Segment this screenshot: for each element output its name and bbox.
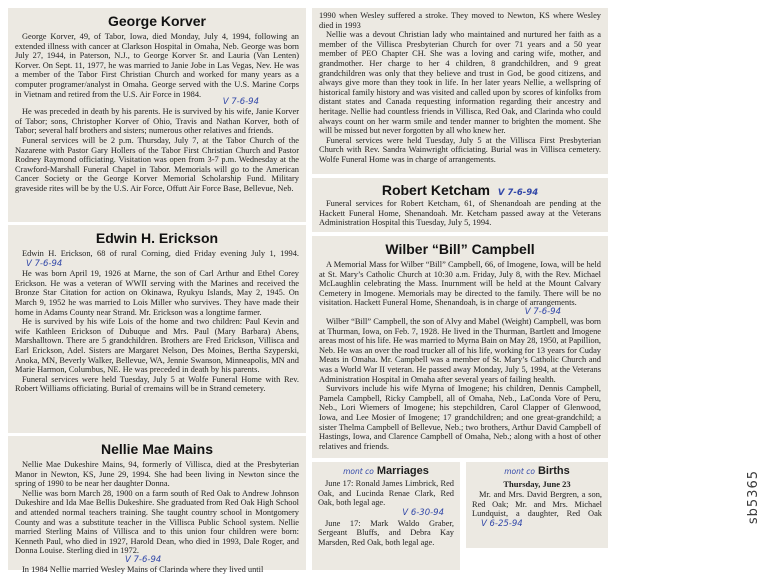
handwritten-county-tag: mont co xyxy=(343,467,374,476)
births-date: Thursday, June 23 xyxy=(503,479,571,489)
obituary-paragraph: He was preceded in death by his parents. He is survived by his wife, Janie Korver of Tabor; sons, Christopher Korver of Ohio, Travis and Nathan Korver, both of Tabor; several half brothers and sisters; numerous other relatives and friends. xyxy=(15,107,299,136)
obituary-text: Edwin H. Erickson, 68 of rural Corning, died Friday evening July 1, 1994. xyxy=(22,249,299,258)
announcement-paragraph: June 17: Ronald James Limbrick, Red Oak, and Lucinda Renae Clark, Red Oak, both legal age. xyxy=(318,479,454,508)
obituary-headline: George Korver xyxy=(107,13,207,29)
section-headline-text: Births xyxy=(537,465,570,477)
archive-stamp: sb5365 xyxy=(746,470,761,525)
announcement-paragraph: June 17: Mark Waldo Graber, Sergeant Bluffs, and Debra Kay Marsden, Red Oak, both legal age. xyxy=(318,518,454,547)
announcement-paragraph xyxy=(472,490,602,529)
obituary-paragraph xyxy=(15,249,299,269)
obituary-paragraph: Funeral services were held Tuesday, July 5 at the Villisca First Presbyterian Church with Rev. Sandra Wainwright officiating. Burial was in Villisca cemetery. Wolfe Funeral Home was in charge of arrangements. xyxy=(319,135,601,164)
handwritten-date-note: V 6-25-94 xyxy=(481,518,523,529)
clipping-nellie-mae-mains-continued xyxy=(312,8,608,174)
obituary-paragraph: Nellie was a devout Christian lady who maintained and nurtured her faith as a member of the Villisca Presbyterian Church for over 71 years and a 50 year member of PEO Chapter CH. She was a loving and caring wife, mother, and grandmother. Her charge to her 4 children, 8 grandchildren, and 9 great grandchildren was only that they believe and trust in God, be good citizens, and always give more than they took in life. In her later years Nellie, a wellspring of historical family history and was visited and called upon by scores of kinfolks from distant states and Canada requesting information regarding their ancestry and heritage. Nellie had countless friends in Villisca, Red Oak, and Clarinda who could always count on her warm smile and tender manner to brighten the moment. She will be missed but never forgotten by all who knew her. xyxy=(319,30,601,136)
handwritten-date-note: V 7-6-94 xyxy=(222,97,259,108)
clipping-edwin-erickson xyxy=(8,225,306,433)
obituary-paragraph: He was born April 19, 1926 at Marne, the son of Carl Arthur and Ethel Corey Erickson. He was a veteran of WWII serving with the Marines and received the Bronze Star Citation for action on Okinawa, Ryukyu Islands, May 2, 1945. On March 9, 1952 he was married to Lois Miller who survives. They have made their home in Adams County near Strand. Mr. Erickson was a longtime farmer. xyxy=(15,269,299,317)
obituary-paragraph: In 1984 Nellie married Wesley Mains of Clarinda where they lived until xyxy=(22,564,264,574)
obituary-paragraph: Survivors include his wife Myrna of Imogene; his children, Dennis Campbell, Pamela Campbell, Ricky Campbell, all of Omaha, Neb., LaConda Vore of Peru, Neb., Lori Wiemers of Imogene; his stepchildren, Carol Clapper of Glenwood, Iowa, and Lee Mosier of Imogene; 17 grandchildren; and one great-grandchild; a sister Thelma Campbell of Bellevue, Neb.; two brothers, Arthur David Campbell of Hastings, Iowa, and Clarence Campbell of Omaha, Neb.; along with a host of other relatives and friends. xyxy=(319,384,601,451)
clipping-george-korver xyxy=(8,8,306,222)
obituary-paragraph: He is survived by his wife Lois of the home and two children: Paul Kevin and wife Kathleen Erickson of Dubuque and Mrs. Paul (Mary Barbara) Abens, Marshalltown. There are 5 grandchildren. Brothers are Fred Erickson, Villisca and Earl Erickson, Adel. Sisters are Margaret Nelson, Des Moines, Bertha Szyperski, Anoka, MN, Beverly Walker, Bellevue, WA, Jennie Swanson, Minneapolis, MN and Marie Harmon, Columbus, NE. He was preceded in death by his parents. xyxy=(15,317,299,375)
obituary-headline xyxy=(319,182,601,198)
obituary-headline: Edwin H. Erickson xyxy=(95,230,219,246)
clipping-wilber-campbell xyxy=(312,236,608,458)
obituary-paragraph: Nellie was born March 28, 1900 on a farm south of Red Oak to Andrew Johnson Dukeshire and Ida Mae Bellis Dukeshire. She graduated from Red Oak High School and attended normal teachers training. She taught country school in Montgomery County and was a substitute teacher in the Villisca Public School system. Nellie married Sterling Mains of Villisca and to this union four children were born: Kenneth Paul, who died in 1927, Harold Dean, who died in 1993, Dale Roger, and Donna Louise. Sterling died in 1972. xyxy=(15,488,299,556)
section-headline xyxy=(472,465,602,477)
clipping-births xyxy=(466,462,608,548)
obituary-headline: Nellie Mae Mains xyxy=(100,441,214,457)
clipping-nellie-mae-mains xyxy=(8,436,306,574)
obituary-paragraph: George Korver, 49, of Tabor, Iowa, died Monday, July 4, 1994, following an extended illness with cancer at Clarkson Hospital in Omaha, Neb. George was born July 27, 1944, in Paterson, N.J., to George Korver Sr. and Lauria (Van Lenten) Korver. On Sept. 11, 1977, he was married to Janie Jobe in Las Vegas, Nev. He was a member of the Tabor First Christian Church and worked for many years as a computer programer/analyst in Omaha. George served with the U.S. Marine Corps in Vietnam and retired from the U.S. Air Force in 1984. xyxy=(15,32,299,99)
obituary-paragraph: Nellie Mae Dukeshire Mains, 94, formerly of Villisca, died at the Presbyterian Manor in Newton, KS, June 29, 1994. She had been living in Newton since the spring of 1990 to be near her daughter Donna. xyxy=(15,460,299,489)
obituary-paragraph: Wilber “Bill” Campbell, the son of Alvy and Mabel (Weight) Campbell, was born at Thurman, Iowa, on Feb. 7, 1928. He lived in the Thurman, Bartlett and Imogene areas most of his life. He was married to Myrna Bain on May 28, 1950, at Papillion, Neb. He was an over the road trucker all of his life, working for 13 years for Cuday Meats in Omaha. Mr. Campbell was a member of St. Mary’s Catholic Church and was a World War II veteran. He passed away Monday, July 5, 1994, at the Veterans Administration Hospital in Omaha after several years of failing health. xyxy=(319,316,601,384)
obituary-paragraph: Funeral services for Robert Ketcham, 61, of Shenandoah are pending at the Hackett Funeral Home, Shenandoah. Mr. Ketcham passed away at the Veterans Administration Hospital this Tuesday, July 5, 1994. xyxy=(319,199,601,228)
obituary-paragraph: A Memorial Mass for Wilber “Bill” Campbell, 66, of Imogene, Iowa, will be held at St. Mary’s Catholic Church at 10:30 a.m. Friday, July 8, with the Rev. Michael McLaughlin celebrating the Mass. Inurnment will be held at the Mount Calvary Cemetery in Imogene. Memorials may be directed to the family. There will be no visitation. Hackett Funeral Home, Shenandoah, is in charge of arrangements. xyxy=(319,260,601,308)
obituary-headline-text: Robert Ketcham xyxy=(381,182,490,198)
section-headline-text: Marriages xyxy=(376,465,429,477)
handwritten-date-note: V 6-30-94 xyxy=(402,507,444,518)
obituary-paragraph: Funeral services will be 2 p.m. Thursday, July 7, at the Tabor Church of the Nazarene with Pastor Gary Hollers of the Tabor First Christian Church and Pastor Rodney Raymond officiating. Visitation was open from 3-7 p.m. Wednesday at the Crawford-Marshall Funeral Chapel in Tabor. Memorials will go to the American Cancer Society or the George Korver Memorial Scholarship Fund. Military graveside rites will be by the U.S. Air Force, Offutt Air Force Base, Bellevue, Neb. xyxy=(15,135,299,193)
handwritten-date-note: V 7-6-94 xyxy=(26,258,63,269)
obituary-headline: Wilber “Bill” Campbell xyxy=(385,241,535,257)
handwritten-county-tag: mont co xyxy=(504,467,535,476)
clipping-marriages xyxy=(312,462,460,570)
handwritten-date-note: V 7-6-94 xyxy=(125,554,162,565)
clipping-robert-ketcham xyxy=(312,178,608,232)
announcement-text: Mr. and Mrs. David Bergren, a son, Red Oak; Mr. and Mrs. Michael Lundquist, a daughter, Red Oak xyxy=(472,490,602,519)
section-headline xyxy=(318,465,454,477)
handwritten-date-note: V 7-6-94 xyxy=(497,188,539,198)
handwritten-date-note: V 7-6-94 xyxy=(524,306,561,317)
obituary-paragraph: Funeral services were held Tuesday, July 5 at Wolfe Funeral Home with Rev. Robert Williams officiating. Burial of cremains will be in Strand cemetery. xyxy=(15,374,299,394)
obituary-paragraph: 1990 when Wesley suffered a stroke. They moved to Newton, KS where Wesley died in 1993 xyxy=(319,11,601,30)
